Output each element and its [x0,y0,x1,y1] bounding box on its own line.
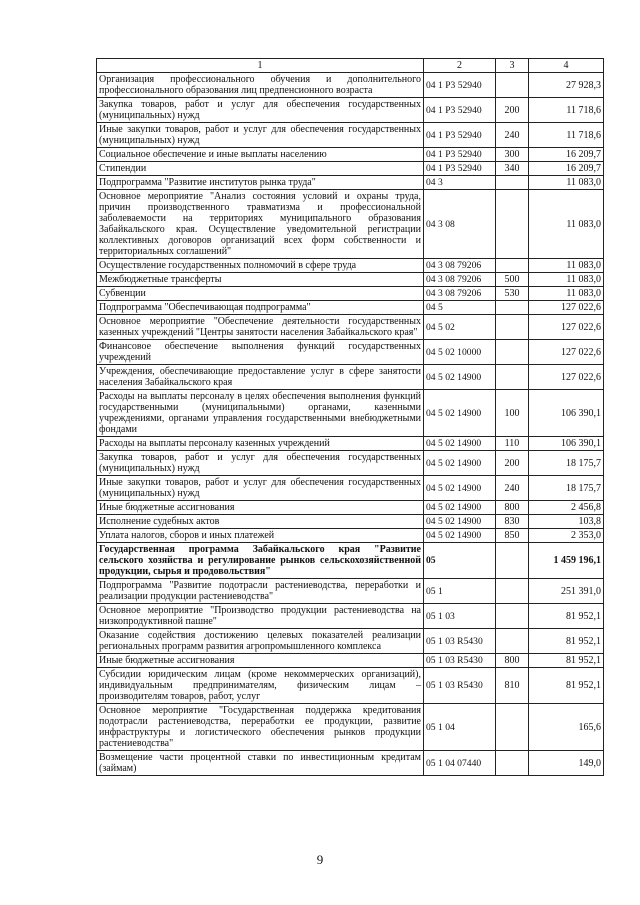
row-code-cell: 04 1 P3 52940 [424,162,496,176]
row-type-cell [496,315,529,340]
row-type-cell: 200 [496,451,529,476]
row-type-cell: 240 [496,123,529,148]
row-name-cell: Расходы на выплаты персоналу в целях обеспечения выполнения функций государственными (муниципальными) органами, казенными учреждениями, органами управления государственными внебюджетными фондами [97,390,424,437]
table-row [97,176,604,190]
row-code-cell: 04 5 02 14900 [424,529,496,543]
header-col-2: 2 [424,59,496,73]
row-name-cell: Расходы на выплаты персоналу казенных учреждений [97,437,424,451]
row-name-cell: Иные закупки товаров, работ и услуг для обеспечения государственных (муниципальных) нужд [97,123,424,148]
row-code-cell: 04 3 08 79206 [424,287,496,301]
row-name-cell: Субсидии юридическим лицам (кроме некоммерческих организаций), индивидуальным предпринимателям, физическим лицам – производителям товаров, работ, услуг [97,668,424,704]
row-name-cell: Учреждения, обеспечивающие предоставление услуг в сфере занятости населения Забайкальского края [97,365,424,390]
row-code-cell: 04 3 [424,176,496,190]
row-code-cell: 04 5 02 10000 [424,340,496,365]
row-sum-cell: 103,8 [529,515,604,529]
row-code-cell: 04 1 P3 52940 [424,148,496,162]
row-type-cell: 200 [496,98,529,123]
row-sum-cell: 11 718,6 [529,123,604,148]
row-name-cell: Стипендии [97,162,424,176]
row-type-cell: 340 [496,162,529,176]
table-row [97,654,604,668]
row-sum-cell: 2 353,0 [529,529,604,543]
row-code-cell: 04 5 02 14900 [424,437,496,451]
row-sum-cell: 127 022,6 [529,301,604,315]
row-code-cell: 05 1 [424,579,496,604]
row-name-cell: Государственная программа Забайкальского края "Развитие сельского хозяйства и регулирование рынков сельскохозяйственной продукции, сырья и продовольствия" [97,543,424,579]
row-name-cell: Уплата налогов, сборов и иных платежей [97,529,424,543]
row-type-cell: 530 [496,287,529,301]
row-sum-cell: 11 083,0 [529,190,604,259]
row-type-cell [496,301,529,315]
page-number: 9 [316,852,324,867]
row-type-cell: 500 [496,273,529,287]
row-name-cell: Межбюджетные трансферты [97,273,424,287]
row-sum-cell: 127 022,6 [529,315,604,340]
row-sum-cell: 127 022,6 [529,365,604,390]
row-type-cell: 800 [496,654,529,668]
row-sum-cell: 106 390,1 [529,390,604,437]
row-name-cell: Оказание содействия достижению целевых показателей реализации региональных программ развития агропромышленного комплекса [97,629,424,654]
table-row [97,390,604,437]
table-row [97,315,604,340]
header-col-3: 3 [496,59,529,73]
budget-table [96,58,604,776]
row-code-cell: 04 5 02 14900 [424,390,496,437]
row-name-cell: Финансовое обеспечение выполнения функций государственных учреждений [97,340,424,365]
row-code-cell: 04 5 02 14900 [424,451,496,476]
table-header-row [97,59,604,73]
row-type-cell: 110 [496,437,529,451]
row-name-cell: Закупка товаров, работ и услуг для обеспечения государственных (муниципальных) нужд [97,98,424,123]
row-sum-cell: 18 175,7 [529,451,604,476]
row-sum-cell: 11 083,0 [529,259,604,273]
table-row [97,273,604,287]
table-row [97,501,604,515]
row-code-cell: 05 1 04 [424,704,496,751]
row-sum-cell: 106 390,1 [529,437,604,451]
row-sum-cell: 27 928,3 [529,73,604,98]
table-row [97,543,604,579]
table-row [97,476,604,501]
row-name-cell: Основное мероприятие "Анализ состояния условий и охраны труда, причин производственного травматизма и профессиональной заболеваемости на территориях муниципального образования Забайкальского края. Осуществление уведомительной регистрации коллективных договоров организаций всех форм собственности и территориальных соглашений" [97,190,424,259]
row-type-cell [496,190,529,259]
row-sum-cell: 1 459 196,1 [529,543,604,579]
table-row [97,668,604,704]
table-row [97,437,604,451]
table-row [97,259,604,273]
row-name-cell: Подпрограмма "Развитие институтов рынка труда" [97,176,424,190]
row-type-cell [496,543,529,579]
row-code-cell: 04 1 P3 52940 [424,73,496,98]
row-code-cell: 04 1 P3 52940 [424,98,496,123]
row-sum-cell: 81 952,1 [529,629,604,654]
row-sum-cell: 81 952,1 [529,654,604,668]
row-name-cell: Иные закупки товаров, работ и услуг для обеспечения государственных (муниципальных) нужд [97,476,424,501]
row-name-cell: Основное мероприятие "Государственная поддержка кредитования подотрасли растениеводства, переработки ее продукции, развитие инфраструктуры и логистического обеспечения рынков продукции растениеводства" [97,704,424,751]
row-sum-cell: 2 456,8 [529,501,604,515]
row-type-cell [496,340,529,365]
row-type-cell [496,704,529,751]
row-code-cell: 05 1 03 R5430 [424,668,496,704]
row-type-cell [496,73,529,98]
row-code-cell: 04 3 08 79206 [424,273,496,287]
table-row [97,301,604,315]
row-name-cell: Осуществление государственных полномочий в сфере труда [97,259,424,273]
row-type-cell: 830 [496,515,529,529]
table-row [97,365,604,390]
table-row [97,515,604,529]
table-row [97,123,604,148]
row-sum-cell: 11 718,6 [529,98,604,123]
row-type-cell: 850 [496,529,529,543]
row-code-cell: 04 1 P3 52940 [424,123,496,148]
row-code-cell: 04 5 02 14900 [424,515,496,529]
row-code-cell: 05 1 03 [424,604,496,629]
row-sum-cell: 81 952,1 [529,668,604,704]
row-name-cell: Подпрограмма "Обеспечивающая подпрограмма" [97,301,424,315]
row-name-cell: Иные бюджетные ассигнования [97,654,424,668]
row-code-cell: 04 5 02 14900 [424,476,496,501]
row-type-cell: 300 [496,148,529,162]
row-name-cell: Возмещение части процентной ставки по инвестиционным кредитам (займам) [97,751,424,776]
row-code-cell: 04 5 02 [424,315,496,340]
header-col-4: 4 [529,59,604,73]
row-type-cell: 810 [496,668,529,704]
row-name-cell: Исполнение судебных актов [97,515,424,529]
row-code-cell: 05 1 03 R5430 [424,629,496,654]
row-sum-cell: 251 391,0 [529,579,604,604]
row-name-cell: Основное мероприятие "Обеспечение деятельности государственных казенных учреждений "Центры занятости населения Забайкальского края" [97,315,424,340]
row-sum-cell: 81 952,1 [529,604,604,629]
row-name-cell: Основное мероприятие "Производство продукции растениеводства на низкопродуктивной пашне" [97,604,424,629]
row-code-cell: 05 1 03 R5430 [424,654,496,668]
row-type-cell [496,176,529,190]
row-type-cell: 100 [496,390,529,437]
row-type-cell [496,365,529,390]
table-row [97,579,604,604]
row-sum-cell: 11 083,0 [529,287,604,301]
table-row [97,162,604,176]
row-sum-cell: 18 175,7 [529,476,604,501]
table-row [97,604,604,629]
table-row [97,190,604,259]
table-row [97,287,604,301]
row-code-cell: 04 5 02 14900 [424,501,496,515]
row-code-cell: 05 [424,543,496,579]
row-sum-cell: 11 083,0 [529,273,604,287]
row-code-cell: 04 5 02 14900 [424,365,496,390]
row-type-cell: 800 [496,501,529,515]
row-type-cell [496,604,529,629]
row-type-cell [496,629,529,654]
row-code-cell: 04 5 [424,301,496,315]
row-name-cell: Субвенции [97,287,424,301]
row-sum-cell: 149,0 [529,751,604,776]
row-code-cell: 04 3 08 [424,190,496,259]
table-row [97,751,604,776]
row-type-cell [496,579,529,604]
row-sum-cell: 127 022,6 [529,340,604,365]
row-code-cell: 05 1 04 07440 [424,751,496,776]
table-row [97,629,604,654]
row-sum-cell: 16 209,7 [529,148,604,162]
row-name-cell: Организация профессионального обучения и дополнительного профессионального образования лиц предпенсионного возраста [97,73,424,98]
table-row [97,98,604,123]
table-row [97,451,604,476]
row-code-cell: 04 3 08 79206 [424,259,496,273]
row-sum-cell: 16 209,7 [529,162,604,176]
header-col-1: 1 [97,59,424,73]
table-row [97,340,604,365]
table-row [97,704,604,751]
table-row [97,73,604,98]
row-sum-cell: 165,6 [529,704,604,751]
row-type-cell [496,259,529,273]
row-name-cell: Подпрограмма "Развитие подотрасли растениеводства, переработки и реализации продукции растениеводства" [97,579,424,604]
table-row [97,529,604,543]
row-type-cell [496,751,529,776]
row-name-cell: Закупка товаров, работ и услуг для обеспечения государственных (муниципальных) нужд [97,451,424,476]
row-name-cell: Социальное обеспечение и иные выплаты населению [97,148,424,162]
row-type-cell: 240 [496,476,529,501]
row-name-cell: Иные бюджетные ассигнования [97,501,424,515]
row-sum-cell: 11 083,0 [529,176,604,190]
table-row [97,148,604,162]
